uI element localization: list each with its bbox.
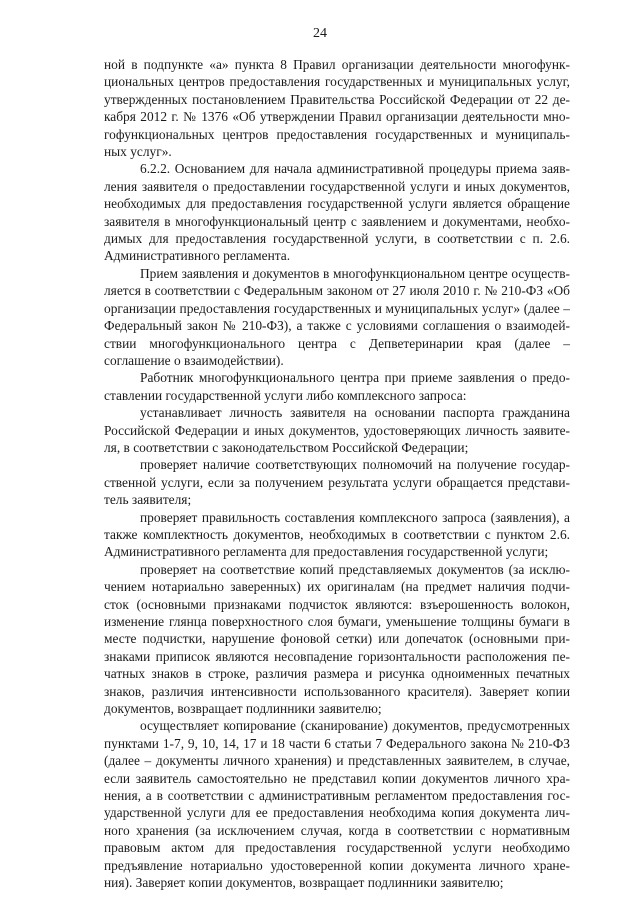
text-line: знаков, различия интенсивности использованного красителя). Заверяет копии — [104, 683, 570, 699]
text-line: пунктами 1-7, 9, 10, 14, 17 и 18 части 6 статьи 7 Федерального закона № 210-ФЗ — [104, 735, 570, 751]
page-number: 24 — [313, 26, 327, 41]
text-line: чатных знаков в строке, различия размера и рисунка одноименных печатных — [104, 666, 570, 682]
text-line: заявителя в многофункциональный центр с заявлением и документами, необхо- — [104, 213, 570, 229]
text-line: Федеральный закон № 210-ФЗ), а также с условиями соглашения о взаимодей- — [104, 318, 570, 334]
text-line: организации предоставления государственных и муниципальных услуг» (далее – — [104, 300, 570, 316]
text-line: ляется в соответствии с Федеральным законом от 27 июля 2010 г. № 210-ФЗ «Об — [104, 283, 570, 299]
text-line: Российской Федерации и иных документов, удостоверяющих личность заявите- — [104, 422, 570, 438]
text-line: ставлении государственной услуги либо комплексного запроса: — [104, 387, 467, 403]
text-line: Административного регламента. — [104, 248, 291, 264]
text-line: чением нотариально заверенных) их оригиналам (на предмет наличия подчи- — [104, 579, 570, 595]
text-line: Работник многофункционального центра при приеме заявления о предо- — [140, 370, 570, 386]
text-line: Административного регламента для предоставления государственной услуги; — [104, 544, 549, 560]
text-line: ного хранения (за исключением случая, когда в соответствии с нормативным — [104, 822, 570, 838]
text-line: проверяет на соответствие копий представляемых документов (за исклю- — [140, 561, 570, 577]
text-line: ственной услуги, если за получением результата услуги обращается представи- — [104, 474, 570, 490]
text-line: гофункциональных центров предоставления государственных и муниципаль- — [104, 126, 570, 142]
text-line: если заявитель самостоятельно не представил копии документов личного хра- — [104, 770, 570, 786]
text-line: циональных центров предоставления государственных и муниципальных услуг, — [104, 74, 570, 90]
text-line: правовым актом для предоставления государственной услуги необходимо — [104, 840, 570, 856]
text-line: димых для предоставления государственной услуги, в соответствии с п. 2.6. — [104, 231, 570, 247]
text-line: ления заявителя о предоставлении государственной услуги и иных документов, — [104, 178, 570, 194]
text-line: ствии многофункционального центра с Депветеринарии края (далее – — [104, 335, 570, 351]
text-line: тель заявителя; — [104, 492, 192, 508]
text-line: кабря 2012 г. № 1376 «Об утверждении Правил организации деятельности мно- — [104, 109, 570, 125]
text-line: ния). Заверяет копии документов, возвращает подлинники заявителю; — [104, 875, 504, 891]
text-line: соглашение о взаимодействии). — [104, 352, 284, 368]
text-line: (далее – документы личного хранения) и представленных заявителем, в случае, — [104, 753, 570, 769]
text-line: необходимых для предоставления государственной услуги является обращение — [104, 196, 570, 212]
text-line: устанавливает личность заявителя на основании паспорта гражданина — [140, 405, 570, 421]
text-line: ударственной услуги для ее предоставления необходима копия документа лич- — [104, 805, 570, 821]
text-line: проверяет наличие соответствующих полномочий на получение государ- — [140, 457, 570, 473]
text-line: осуществляет копирование (сканирование) документов, предусмотренных — [140, 718, 570, 734]
text-line: предъявление нотариально удостоверенной копии документа личного хране- — [104, 857, 570, 873]
text-line: ля, в соответствии с законодательством Российской Федерации; — [104, 439, 469, 455]
text-line: Прием заявления и документов в многофункциональном центре осуществ- — [140, 265, 570, 281]
text-line: знаками приписок являются несовпадение горизонтальности расположения пе- — [104, 648, 570, 664]
text-line: ной в подпункте «а» пункта 8 Правил организации деятельности многофунк- — [104, 57, 570, 72]
text-line: проверяет правильность составления комплексного запроса (заявления), а — [140, 509, 570, 525]
text-line: изменение глянца поверхностного слоя бумаги, уменьшение толщины бумаги в — [104, 614, 570, 629]
text-line: также комплектность документов, необходимых в соответствии с пунктом 2.6. — [104, 526, 570, 542]
document-body — [104, 56, 570, 892]
text-line: сток (основными признаками подчисток являются: взъерошенность волокон, — [104, 596, 570, 612]
text-line: 6.2.2. Основанием для начала административной процедуры приема заяв- — [140, 161, 570, 177]
text-line: нения, а в соответствии с административным регламентом предоставления гос- — [104, 788, 570, 804]
text-line: утвержденных постановлением Правительства Российской Федерации от 22 де- — [104, 91, 570, 107]
text-line: документов, возвращает подлинники заявителю; — [104, 701, 382, 717]
text-line: ных услуг». — [104, 144, 172, 160]
text-line: месте подчистки, нарушение фоновой сетки) или допечаток (основными при- — [104, 631, 570, 647]
